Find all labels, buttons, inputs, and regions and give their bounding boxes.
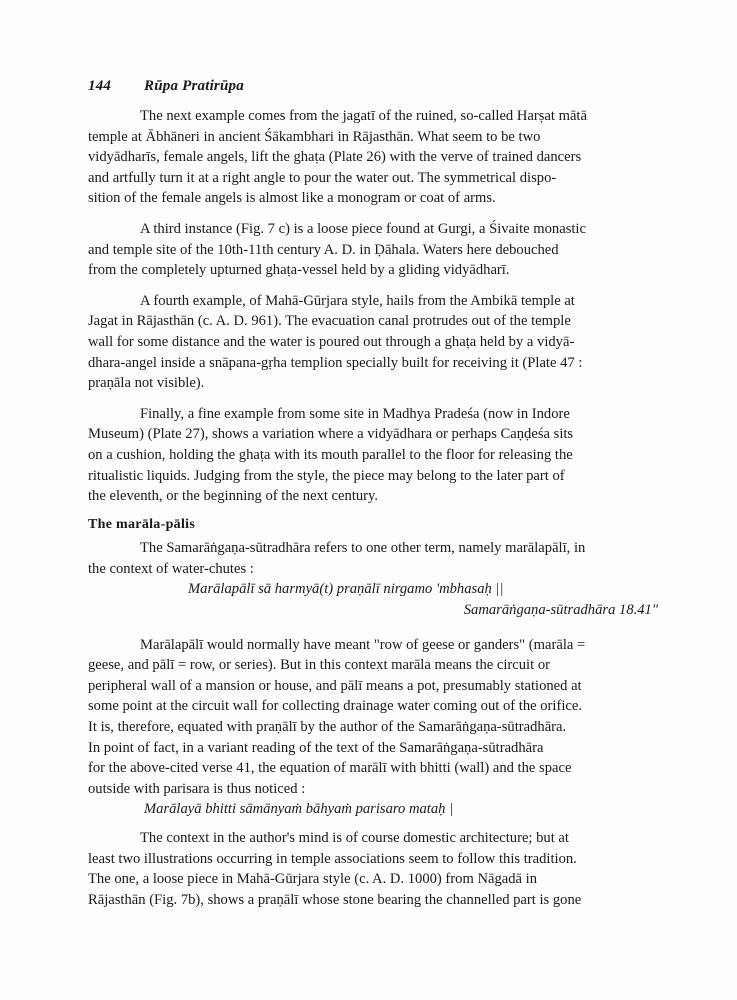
page-number: 144 (88, 78, 112, 94)
text-line: dhara-angel inside a snāpana-gṛha templion specially built for receiving it (Plate 47 : (88, 354, 583, 371)
text-line: Rājasthān (Fig. 7b), shows a praṇālī whose stone bearing the channelled part is gone (88, 891, 582, 908)
running-title: Rūpa Pratirūpa (144, 78, 244, 94)
text-line: The context in the author's mind is of course domestic architecture; but at (140, 830, 569, 846)
text-line: geese, and pālī = row, or series). But in this context marāla means the circuit or (88, 657, 550, 674)
text-line: and artfully turn it at a right angle to pour the water out. The symmetrical dispo- (88, 169, 557, 186)
text-line: The Samarāṅgaṇa-sūtradhāra refers to one other term, namely marālapālī, in (140, 540, 586, 557)
section-heading: The marāla-pālis (88, 516, 196, 532)
paragraph-domestic (88, 828, 658, 910)
text-line: peripheral wall of a mansion or house, and pālī means a pot, presumably stationed at (88, 677, 582, 694)
text-line: outside with parisara is thus noticed : (88, 780, 306, 797)
text-line: Marālapālī would normally have meant "row of geese or ganders" (marāla = (140, 636, 586, 653)
verse-reference: Samarāṅgaṇa-sūtradhāra 18.41" (463, 602, 658, 619)
running-header (88, 78, 244, 95)
text-line: The next example comes from the jagatī of the ruined, so-called Harṣat mātā (140, 108, 587, 124)
text-line: for the above-cited verse 41, the equation of marālī with bhitti (wall) and the space (88, 760, 572, 777)
paragraph-harsat (88, 106, 658, 209)
text-line: wall for some distance and the water is poured out through a ghaṭa held by a vidyā- (88, 333, 575, 350)
text-line: The one, a loose piece in Mahā-Gūrjara style (c. A. D. 1000) from Nāgadā in (88, 871, 538, 888)
verse-quotation: Marālapālī sā harmyā(t) praṇālī nirgamo 'mbhasaḥ || (188, 581, 504, 598)
text-line: and temple site of the 10th-11th century A. D. in Ḍāhala. Waters here debouched (88, 241, 559, 258)
text-line: temple at Ābhāneri in ancient Śākambhari in Rājasthān. What seem to be two (88, 128, 541, 145)
paragraph-gurgi (88, 219, 658, 281)
text-line: Finally, a fine example from some site in Madhya Pradeśa (now in Indore (140, 405, 570, 422)
text-line: vidyādharīs, female angels, lift the ghaṭa (Plate 26) with the verve of trained dancers (88, 149, 582, 166)
paragraph-indore (88, 404, 658, 507)
page-body (88, 106, 658, 910)
paragraph-marala-intro (88, 538, 658, 579)
text-line: A third instance (Fig. 7 c) is a loose piece found at Gurgi, a Śivaite monastic (140, 220, 586, 237)
text-line: It is, therefore, equated with praṇālī by the author of the Samarāṅgaṇa-sūtradhāra. (88, 719, 567, 736)
text-line: Jagat in Rājasthān (c. A. D. 961). The evacuation canal protrudes out of the temple (88, 313, 571, 330)
text-line: In point of fact, in a variant reading of the text of the Samarāṅgaṇa-sūtradhāra (88, 739, 544, 756)
text-line: some point at the circuit wall for collecting drainage water coming out of the orifice. (88, 698, 582, 715)
verse-quotation-variant: Marālayā bhitti sāmānyaṁ bāhyaṁ parisaro mataḥ | (144, 801, 454, 818)
text-line: least two illustrations occurring in temple associations seem to follow this tradition. (88, 850, 577, 867)
text-line: Museum) (Plate 27), shows a variation where a vidyādhara or perhaps Caṇḍeśa sits (88, 426, 574, 443)
text-line: A fourth example, of Mahā-Gūrjara style, hails from the Ambikā temple at (140, 292, 575, 309)
paragraph-maralapali (88, 635, 658, 800)
text-line: from the completely upturned ghaṭa-vessel held by a gliding vidyādharī. (88, 262, 510, 279)
text-line: the context of water-chutes : (88, 560, 254, 577)
text-line: the eleventh, or the beginning of the next century. (88, 488, 379, 505)
text-line: ritualistic liquids. Judging from the style, the piece may belong to the later part of (88, 467, 565, 484)
paragraph-jagat (88, 291, 658, 394)
text-line: praṇāla not visible). (88, 375, 205, 392)
text-line: on a cushion, holding the ghaṭa with its mouth parallel to the floor for releasing the (88, 446, 573, 463)
text-line: sition of the female angels is almost like a monogram or coat of arms. (88, 190, 496, 207)
